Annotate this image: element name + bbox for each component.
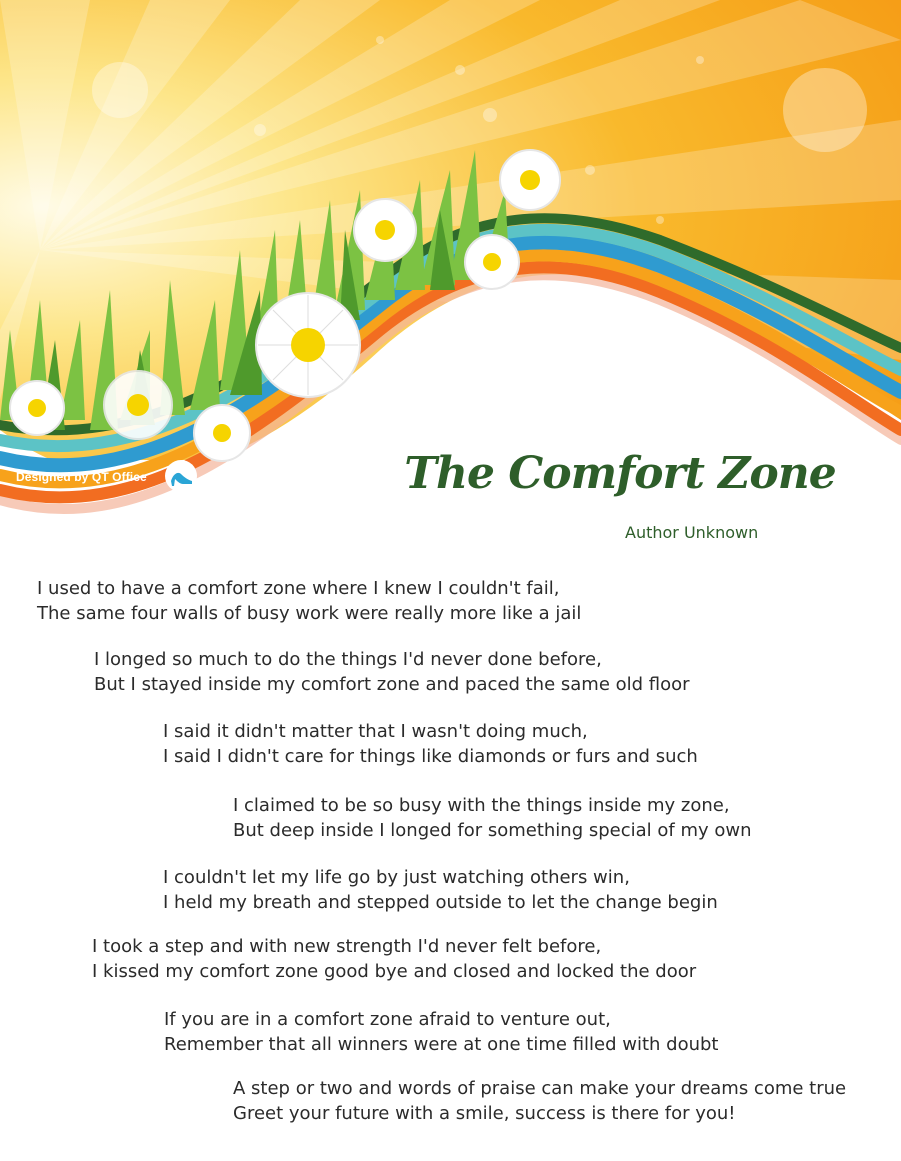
high-heel-shoe-icon (164, 459, 198, 493)
poem-line: Remember that all winners were at one time filled with doubt (164, 1033, 719, 1055)
poem-line: I claimed to be so busy with the things inside my zone, (233, 795, 730, 816)
poem-line: I said it didn't matter that I wasn't doing much, (163, 721, 588, 742)
stanza (94, 648, 690, 697)
stanza (163, 720, 698, 769)
stanza (92, 935, 696, 984)
poem-line: I longed so much to do the things I'd never done before, (94, 649, 602, 670)
poem-line: Greet your future with a smile, success is there for you! (233, 1102, 736, 1124)
stanza (37, 577, 581, 626)
poem-line: The same four walls of busy work were really more like a jail (37, 602, 582, 624)
stanza (233, 1077, 846, 1126)
poem-line: I kissed my comfort zone good bye and closed and locked the door (92, 960, 697, 982)
poem-author: Author Unknown (625, 523, 759, 542)
poem-line: A step or two and words of praise can make your dreams come true (233, 1078, 847, 1099)
stanza (163, 866, 718, 915)
poem-line: I said I didn't care for things like diamonds or furs and such (163, 745, 698, 767)
poem-line: I took a step and with new strength I'd never felt before, (92, 936, 602, 957)
poem-line: I used to have a comfort zone where I knew I couldn't fail, (37, 578, 560, 599)
designer-credit: Designed by QT Office (16, 470, 147, 484)
poem-line: If you are in a comfort zone afraid to venture out, (164, 1009, 611, 1030)
poem-line: I couldn't let my life go by just watching others win, (163, 867, 630, 888)
poem-title: The Comfort Zone (404, 448, 836, 499)
stanza (164, 1008, 719, 1057)
poem-line: But deep inside I longed for something special of my own (233, 819, 752, 841)
poem-line: But I stayed inside my comfort zone and paced the same old floor (94, 673, 690, 695)
stanza (233, 794, 752, 843)
poem-line: I held my breath and stepped outside to let the change begin (163, 891, 718, 913)
